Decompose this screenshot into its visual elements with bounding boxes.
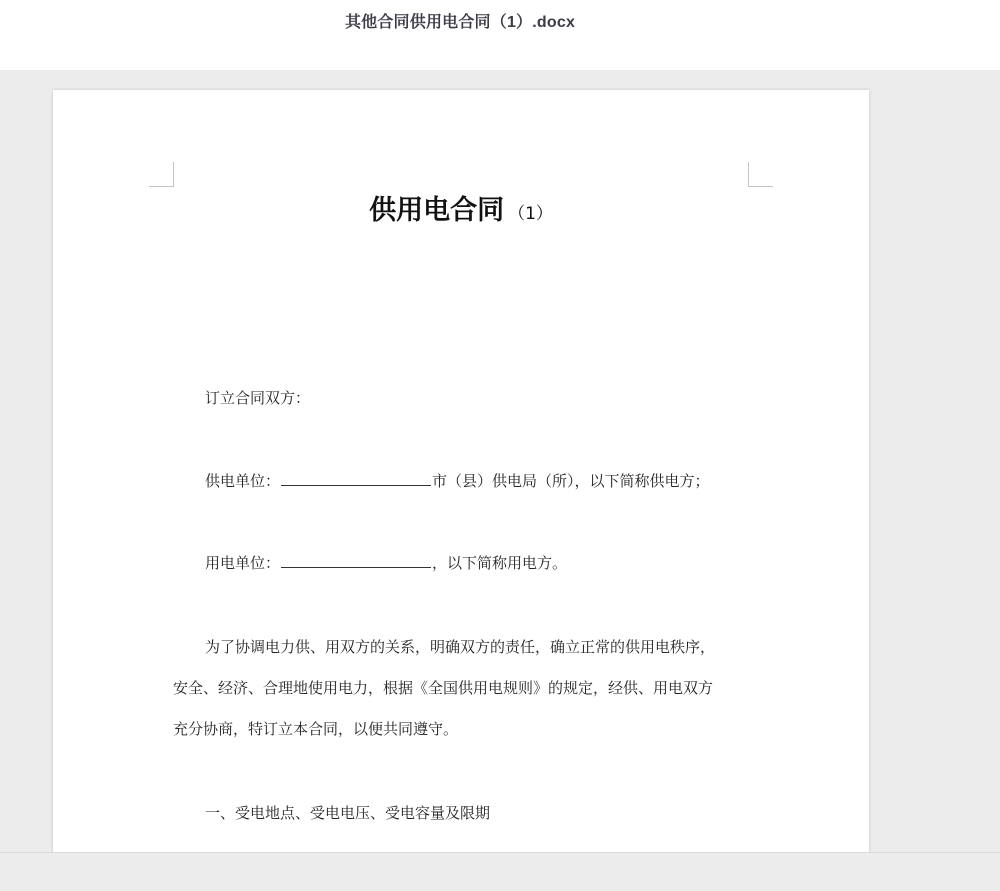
heading-number: （1） <box>508 204 553 224</box>
consumer-blank-field <box>281 553 431 568</box>
consumer-line <box>205 552 805 573</box>
preamble-line-3: 充分协商，特订立本合同，以便共同遵守。 <box>173 720 459 738</box>
supplier-blank-field <box>281 471 431 486</box>
preamble-line-2: 安全、经济、合理地使用电力，根据《全国供用电规则》的规定，经供、用电双方 <box>173 679 714 697</box>
parties-intro: 订立合同双方： <box>205 389 311 407</box>
title-bar <box>0 0 1000 70</box>
margin-corner-top-left <box>149 162 174 187</box>
supplier-label: 供电单位： <box>205 472 281 490</box>
preamble-line-1: 为了协调电力供、用双方的关系，明确双方的责任，确立正常的供用电秩序， <box>205 638 716 656</box>
document-title: 其他合同供用电合同（1）.docx <box>344 14 576 31</box>
heading-text: 供用电合同 <box>369 195 505 226</box>
margin-corner-top-right <box>748 162 773 187</box>
section-1-title: 一、受电地点、受电电压、受电容量及限期 <box>205 804 491 822</box>
supplier-line <box>205 470 805 491</box>
document-viewport[interactable] <box>0 70 1000 852</box>
consumer-label: 用电单位： <box>205 554 281 572</box>
consumer-suffix: ，以下简称用电方。 <box>432 554 568 572</box>
supplier-suffix: 市（县）供电局（所），以下简称供电方； <box>432 472 710 490</box>
document-heading <box>53 188 869 227</box>
document-page[interactable] <box>53 90 869 852</box>
bottom-bar <box>0 852 1000 891</box>
